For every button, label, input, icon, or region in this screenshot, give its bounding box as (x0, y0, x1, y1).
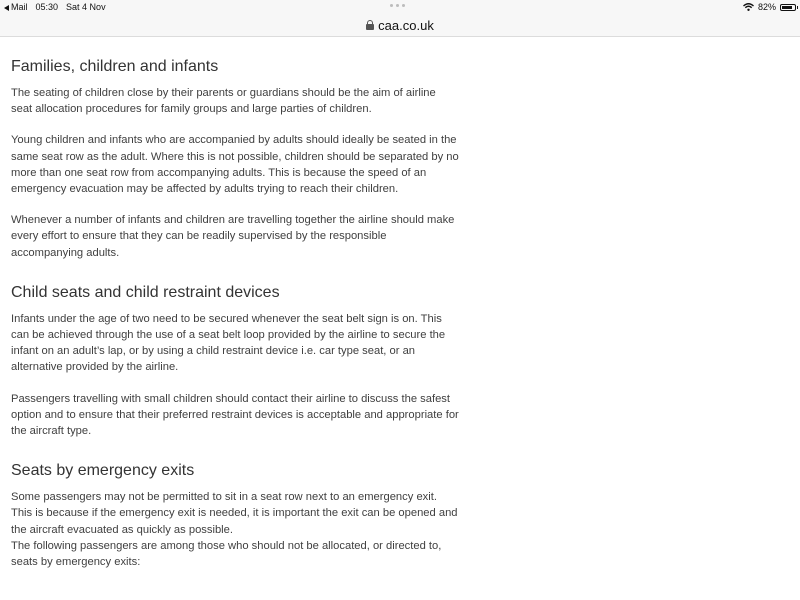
status-left (4, 2, 106, 12)
back-app-label: Mail (11, 2, 28, 12)
wifi-icon (743, 3, 754, 11)
address-bar[interactable] (0, 14, 800, 37)
battery-icon (780, 4, 796, 11)
paragraph: The following passengers are among those who should not be allocated, or directed to, seats by emergency exits: (11, 539, 442, 569)
paragraph: Some passengers may not be permitted to sit in a seat row next to an emergency exit. This is because if the emergency exit is needed, it is important the exit can be opened and the aircraft evacuated as quickly as possible. (11, 491, 458, 536)
status-bar (0, 0, 800, 14)
status-date: Sat 4 Nov (66, 2, 106, 12)
address-bar-inner[interactable] (366, 18, 434, 33)
paragraph: The seating of children close by their parents or guardians should be the aim of airline seat allocation procedures for family groups and large parties of children. (11, 87, 436, 116)
section-child-seats (11, 283, 459, 439)
multitasking-dots-icon[interactable] (390, 4, 405, 7)
battery-level-fill (782, 6, 792, 9)
section-heading: Seats by emergency exits (11, 462, 195, 480)
section-emergency-exits (11, 461, 459, 570)
back-to-mail-link[interactable] (4, 2, 28, 12)
back-arrow-icon (4, 5, 9, 11)
lock-icon (366, 20, 374, 30)
paragraph: Infants under the age of two need to be secured whenever the seat belt sign is on. This can be achieved through the use of a seat belt loop provided by the airline to secure the infant on an adult’s lap, or by using a child restraint device i.e. car type seat, or an alternative provided by the airline. (11, 312, 446, 374)
section-heading: Families, children and infants (11, 58, 219, 75)
status-time: 05:30 (35, 2, 59, 12)
status-right (743, 2, 796, 12)
paragraph: Passengers travelling with small children should contact their airline to discuss the safest option and to ensure that their preferred restraint devices is acceptable and appropriate for the aircraft type. (11, 392, 459, 438)
url-domain[interactable]: caa.co.uk (378, 17, 434, 33)
paragraph: Whenever a number of infants and children are travelling together the airline should make every effort to ensure that they can be readily supervised by the responsible accompanying adults. (11, 214, 455, 259)
article-content (11, 37, 459, 570)
section-heading: Child seats and child restraint devices (11, 283, 280, 301)
battery-percent: 82% (757, 2, 776, 12)
section-families (11, 57, 459, 261)
paragraph: Young children and infants who are accompanied by adults should ideally be seated in the same seat row as the adult. Where this is not possible, children should be separated by no more than one seat row from accompanying adults. This is because the speed of an emergency evacuation may be affected by adults trying to reach their children. (11, 134, 459, 196)
